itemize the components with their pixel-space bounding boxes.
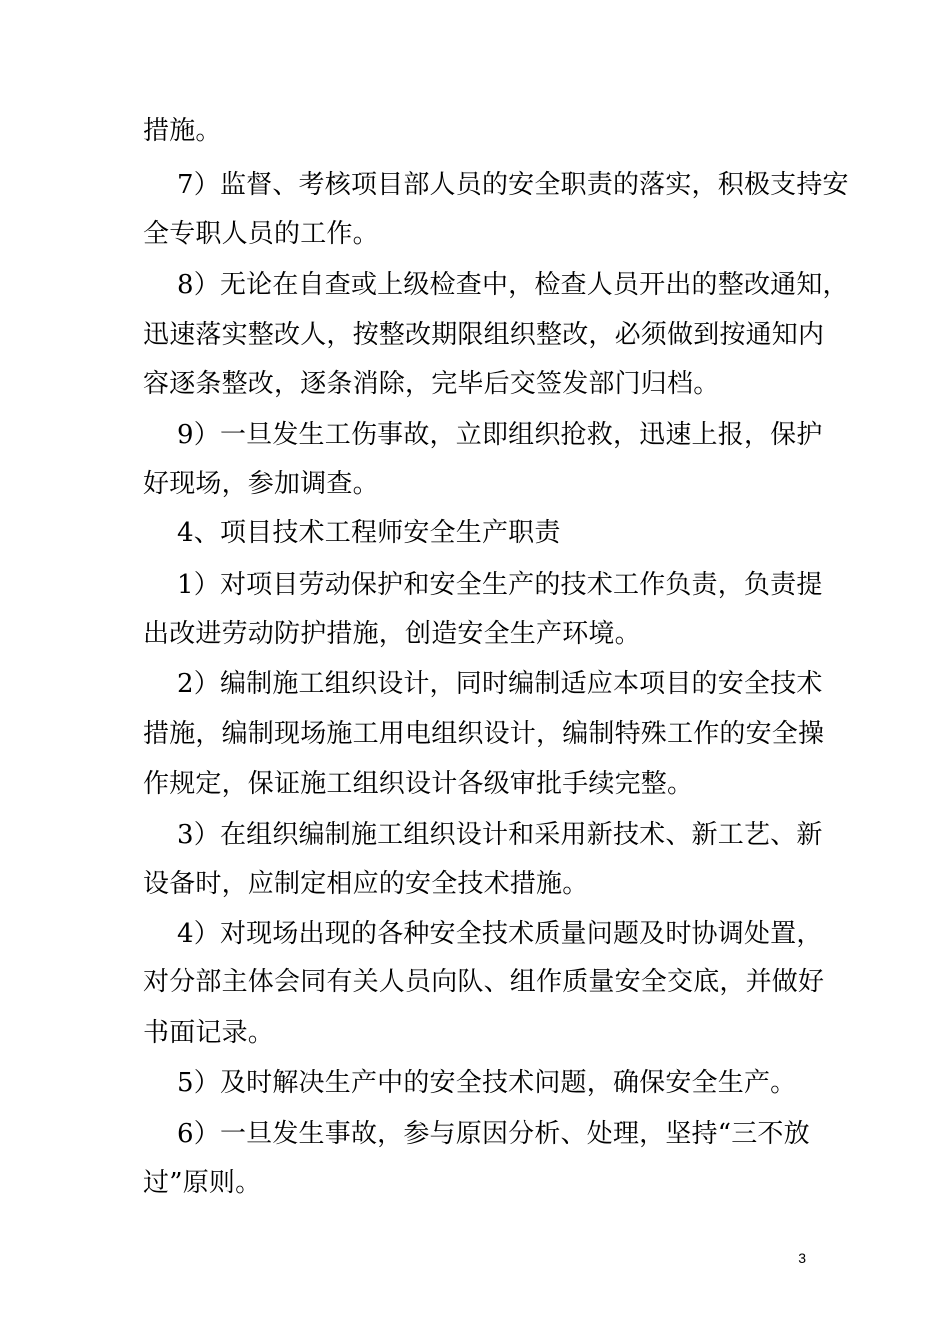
page-number: 3	[798, 1250, 806, 1266]
text-line: 措施。	[143, 116, 222, 146]
text-line: 1）对项目劳动保护和安全生产的技术工作负责，负责提	[177, 570, 823, 600]
text-line: 容逐条整改，逐条消除，完毕后交签发部门归档。	[143, 369, 720, 399]
text-line: 措施，编制现场施工用电组织设计，编制特殊工作的安全操	[143, 719, 825, 749]
text-line: 迅速落实整改人，按整改期限组织整改，必须做到按通知内	[143, 320, 825, 350]
text-line: 6）一旦发生事故，参与原因分析、处理，坚持“三不放	[177, 1119, 810, 1149]
text-line: 书面记录。	[143, 1018, 275, 1048]
section-heading: 4、项目技术工程师安全生产职责	[177, 518, 561, 548]
text-line: 好现场，参加调查。	[143, 469, 379, 499]
text-line: 过”原则。	[143, 1168, 262, 1198]
text-line: 作规定，保证施工组织设计各级审批手续完整。	[143, 769, 694, 799]
text-line: 8）无论在自查或上级检查中，检查人员开出的整改通知，	[177, 270, 849, 300]
text-line: 对分部主体会同有关人员向队、组作质量安全交底，并做好	[143, 967, 825, 997]
text-line: 4）对现场出现的各种安全技术质量问题及时协调处置，	[177, 919, 823, 949]
text-line: 设备时，应制定相应的安全技术措施。	[143, 869, 589, 899]
text-line: 7）监督、考核项目部人员的安全职责的落实，积极支持安	[177, 170, 849, 200]
text-line: 2）编制施工组织设计，同时编制适应本项目的安全技术	[177, 669, 823, 699]
text-line: 3）在组织编制施工组织设计和采用新技术、新工艺、新	[177, 820, 823, 850]
text-line: 全专职人员的工作。	[143, 219, 379, 249]
text-line: 出改进劳动防护措施，创造安全生产环境。	[143, 619, 641, 649]
text-line: 9）一旦发生工伤事故，立即组织抢救，迅速上报，保护	[177, 420, 823, 450]
text-line: 5）及时解决生产中的安全技术问题，确保安全生产。	[177, 1068, 797, 1098]
